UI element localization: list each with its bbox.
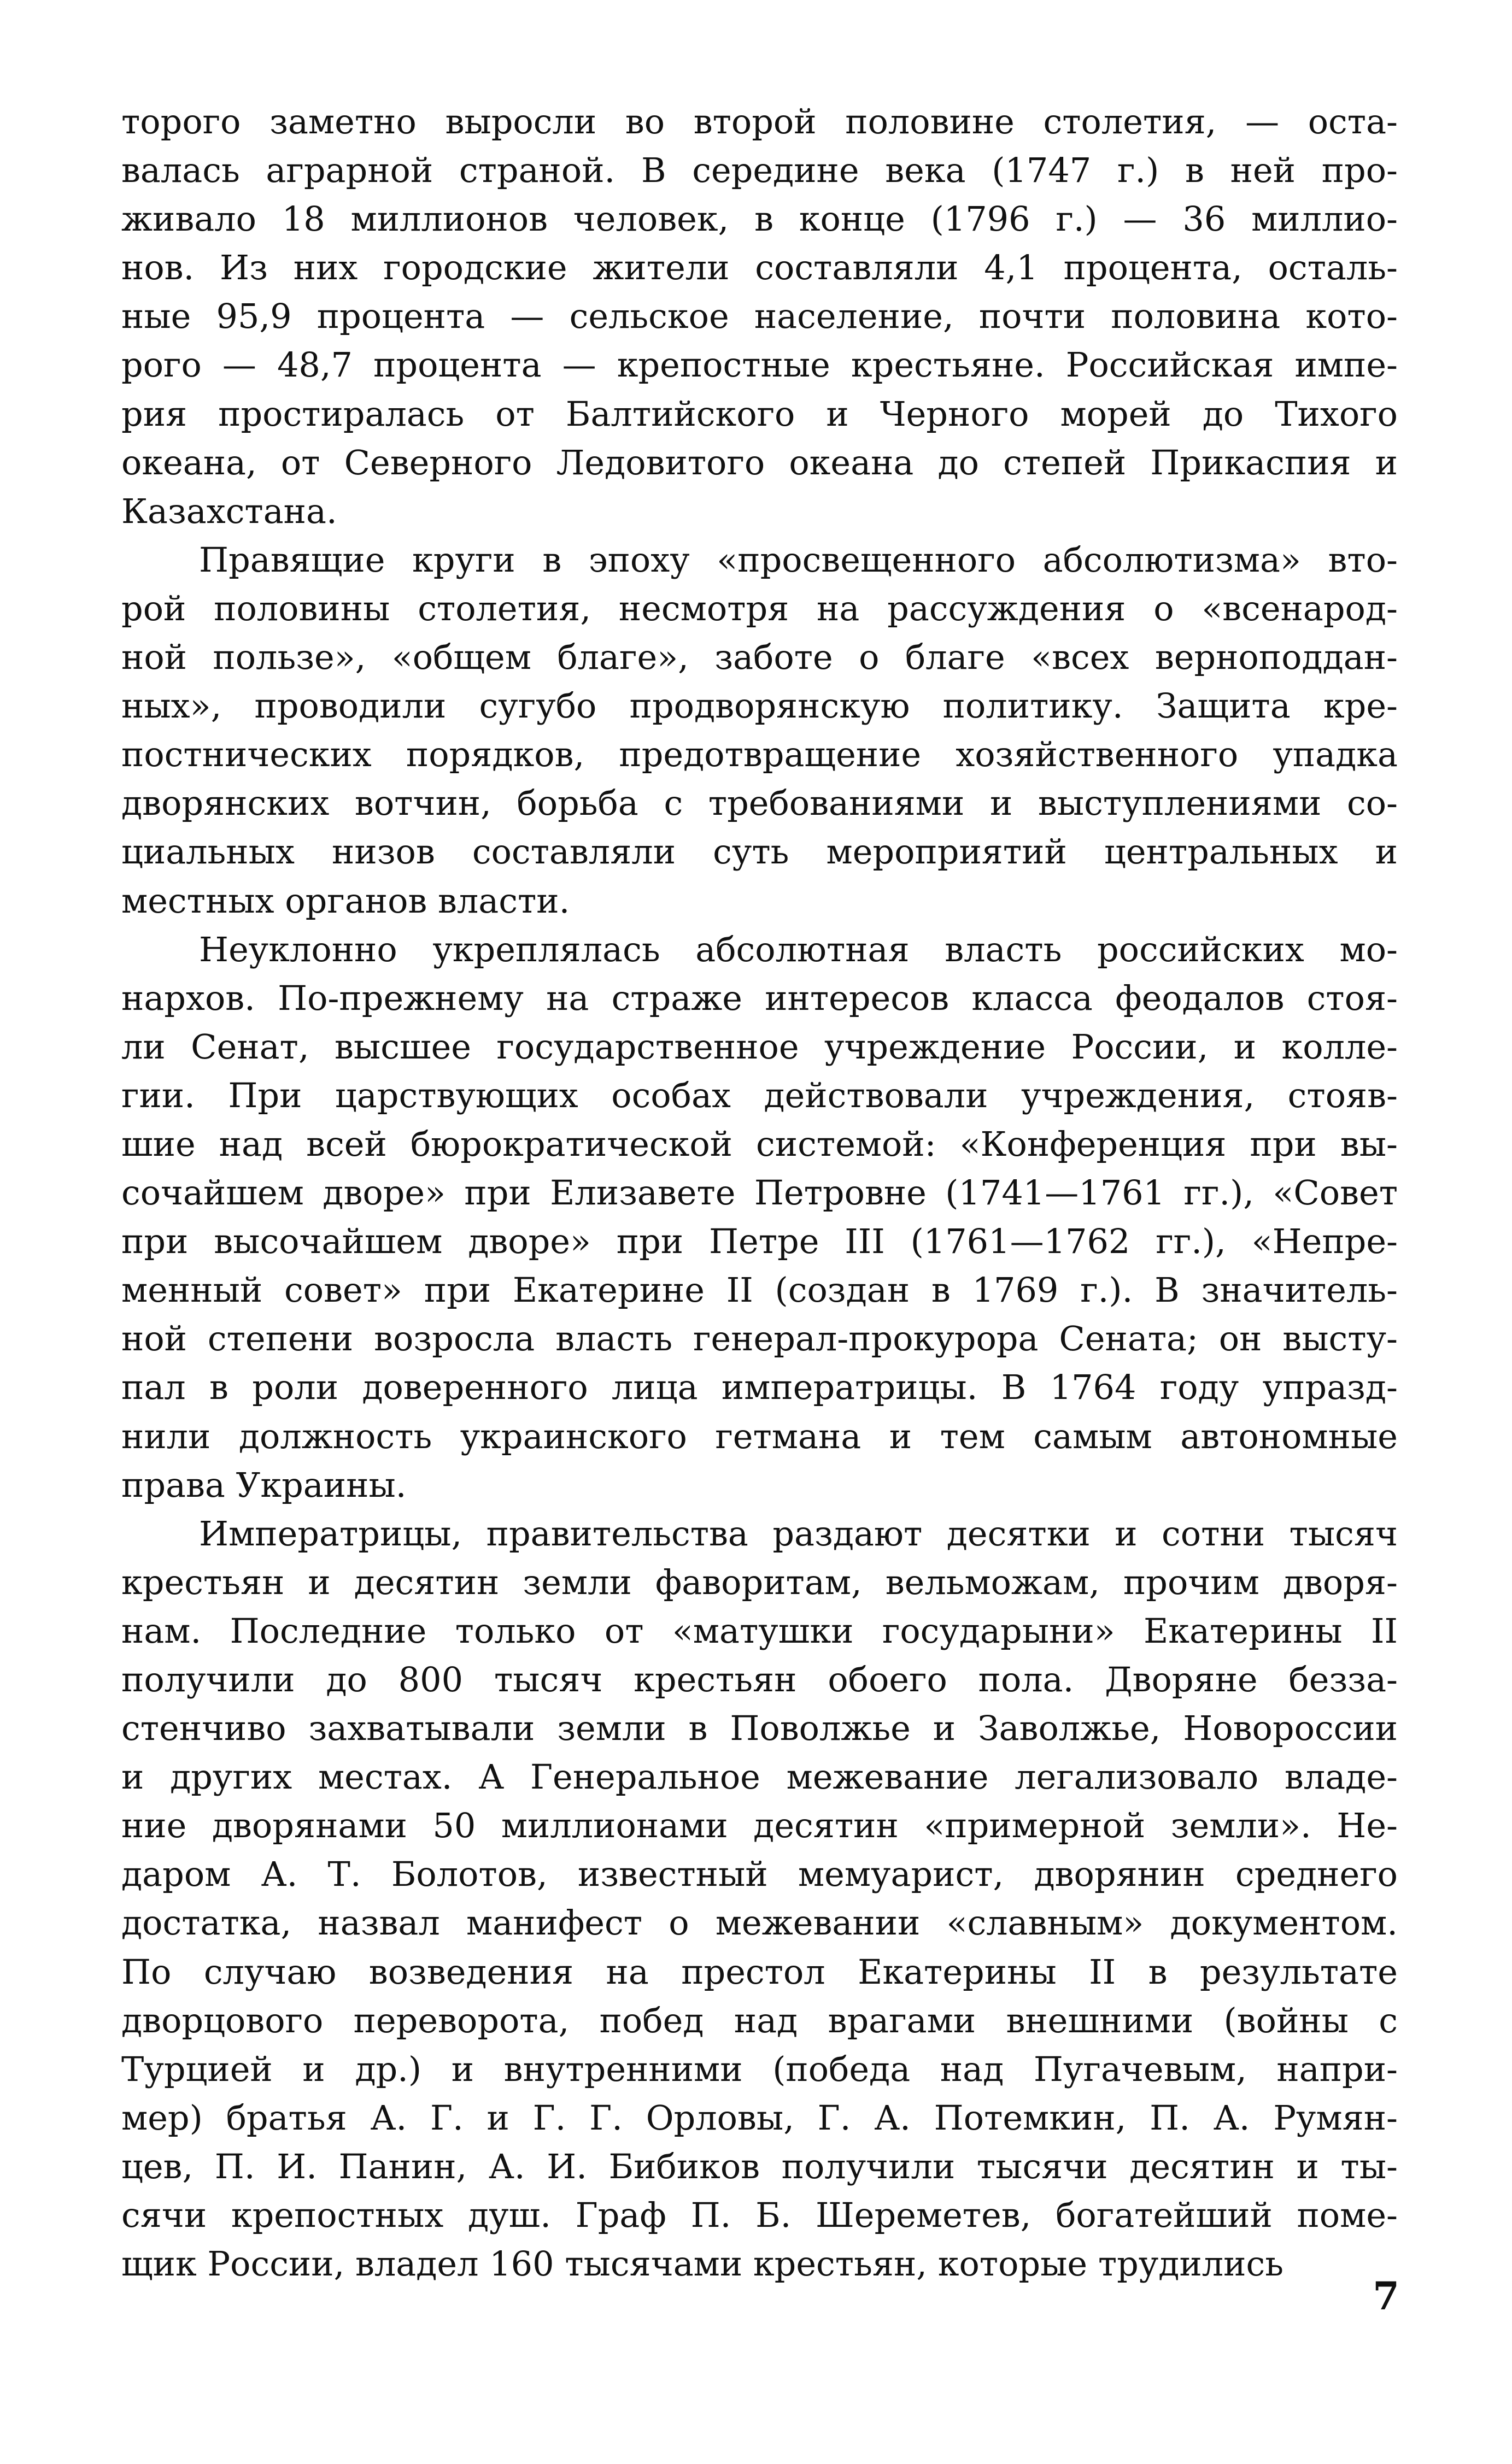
text-line: Правящие круги в эпоху «просвещенного абсолютизма» вто- — [199, 539, 1398, 580]
text-line: циальных низов составляли суть мероприятий центральных и — [121, 832, 1398, 872]
text-line: валась аграрной страной. В середине века (1747 г.) в ней про- — [121, 150, 1398, 191]
text-line: сочайшем дворе» при Елизавете Петровне (1741—1761 гг.), «Совет — [121, 1173, 1398, 1213]
paragraph — [121, 536, 1398, 925]
text-line: По случаю возведения на престол Екатерины II в результате — [121, 1951, 1398, 1992]
text-line: менный совет» при Екатерине II (создан в 1769 г.). В значитель- — [121, 1270, 1398, 1310]
text-line: живало 18 миллионов человек, в конце (1796 г.) — 36 миллио- — [121, 199, 1398, 239]
text-line: нов. Из них городские жители составляли 4,1 процента, осталь- — [121, 248, 1398, 288]
text-line: Турцией и др.) и внутренними (победа над Пугачевым, напри- — [121, 2049, 1398, 2089]
text-line: и других местах. А Генеральное межевание легализовало владе- — [121, 1757, 1398, 1797]
text-line: ной пользе», «общем благе», заботе о благе «всех верноподдан- — [121, 637, 1398, 678]
text-line: стенчиво захватывали земли в Поволжье и Заволжье, Новороссии — [121, 1708, 1398, 1749]
text-line: нам. Последние только от «матушки государыни» Екатерины II — [121, 1610, 1398, 1651]
text-line: постнических порядков, предотвращение хозяйственного упадка — [121, 734, 1398, 775]
paragraph — [121, 97, 1398, 536]
text-line: рого — 48,7 процента — крепостные крестьяне. Российская импе- — [121, 345, 1398, 385]
text-line: щик России, владел 160 тысячами крестьян, которые трудились — [121, 2244, 1284, 2284]
text-line: сячи крепостных душ. Граф П. Б. Шереметев, богатейший поме- — [121, 2195, 1398, 2236]
text-line: ние дворянами 50 миллионами десятин «примерной земли». Не- — [121, 1806, 1398, 1846]
text-line: мер) братья А. Г. и Г. Г. Орловы, Г. А. Потемкин, П. А. Румян- — [121, 2097, 1398, 2138]
text-line: получили до 800 тысяч крестьян обоего пола. Дворяне безза- — [121, 1660, 1398, 1699]
text-line: Казахстана. — [121, 491, 337, 531]
text-line: торого заметно выросли во второй половине столетия, — оста- — [121, 102, 1398, 142]
text-line: океана, от Северного Ледовитого океана до степей Прикаспия и — [121, 442, 1398, 483]
text-line: достатка, назвал манифест о межевании «славным» документом. — [121, 1903, 1398, 1943]
text-line: ной степени возросла власть генерал-прокурора Сената; он высту- — [121, 1319, 1398, 1359]
text-line: ные 95,9 процента — сельское население, почти половина кото- — [121, 296, 1398, 337]
text-line: ли Сенат, высшее государственное учреждение России, и колле- — [121, 1026, 1398, 1067]
text-line: Неуклонно укреплялась абсолютная власть российских мо- — [199, 929, 1398, 969]
text-line: цев, П. И. Панин, А. И. Бибиков получили тысячи десятин и ты- — [121, 2146, 1398, 2186]
text-line: рия простиралась от Балтийского и Черного морей до Тихого — [121, 393, 1398, 434]
text-line: права Украины. — [121, 1465, 407, 1505]
text-line: нили должность украинского гетмана и тем самым автономные — [121, 1416, 1398, 1456]
text-line: местных органов власти. — [121, 880, 570, 921]
text-line: шие над всей бюрократической системой: «Конференция при вы- — [121, 1124, 1398, 1164]
text-line: дворцового переворота, побед над врагами внешними (войны с — [121, 2000, 1398, 2040]
text-line: рой половины столетия, несмотря на рассуждения о «всенарод- — [121, 588, 1398, 628]
paragraph — [121, 925, 1398, 1509]
text-line: Императрицы, правительства раздают десятки и сотни тысяч — [199, 1513, 1398, 1554]
text-line: дворянских вотчин, борьба с требованиями и выступлениями со- — [121, 783, 1398, 824]
paragraph — [121, 1509, 1398, 2289]
body-text — [121, 97, 1398, 2288]
text-line: крестьян и десятин земли фаворитам, вельможам, прочим дворя- — [121, 1562, 1398, 1602]
text-line: даром А. Т. Болотов, известный мемуарист, дворянин среднего — [121, 1854, 1398, 1895]
text-line: ных», проводили сугубо продворянскую политику. Защита кре- — [121, 686, 1398, 726]
text-line: при высочайшем дворе» при Петре III (1761—1762 гг.), «Непре- — [121, 1221, 1398, 1262]
text-line: пал в роли доверенного лица императрицы. В 1764 году упразд- — [121, 1367, 1398, 1408]
text-line: гии. При царствующих особах действовали учреждения, стояв- — [121, 1075, 1398, 1115]
text-line: нархов. По-прежнему на страже интересов класса феодалов стоя- — [121, 978, 1398, 1018]
page-number: 7 — [1373, 2273, 1399, 2319]
